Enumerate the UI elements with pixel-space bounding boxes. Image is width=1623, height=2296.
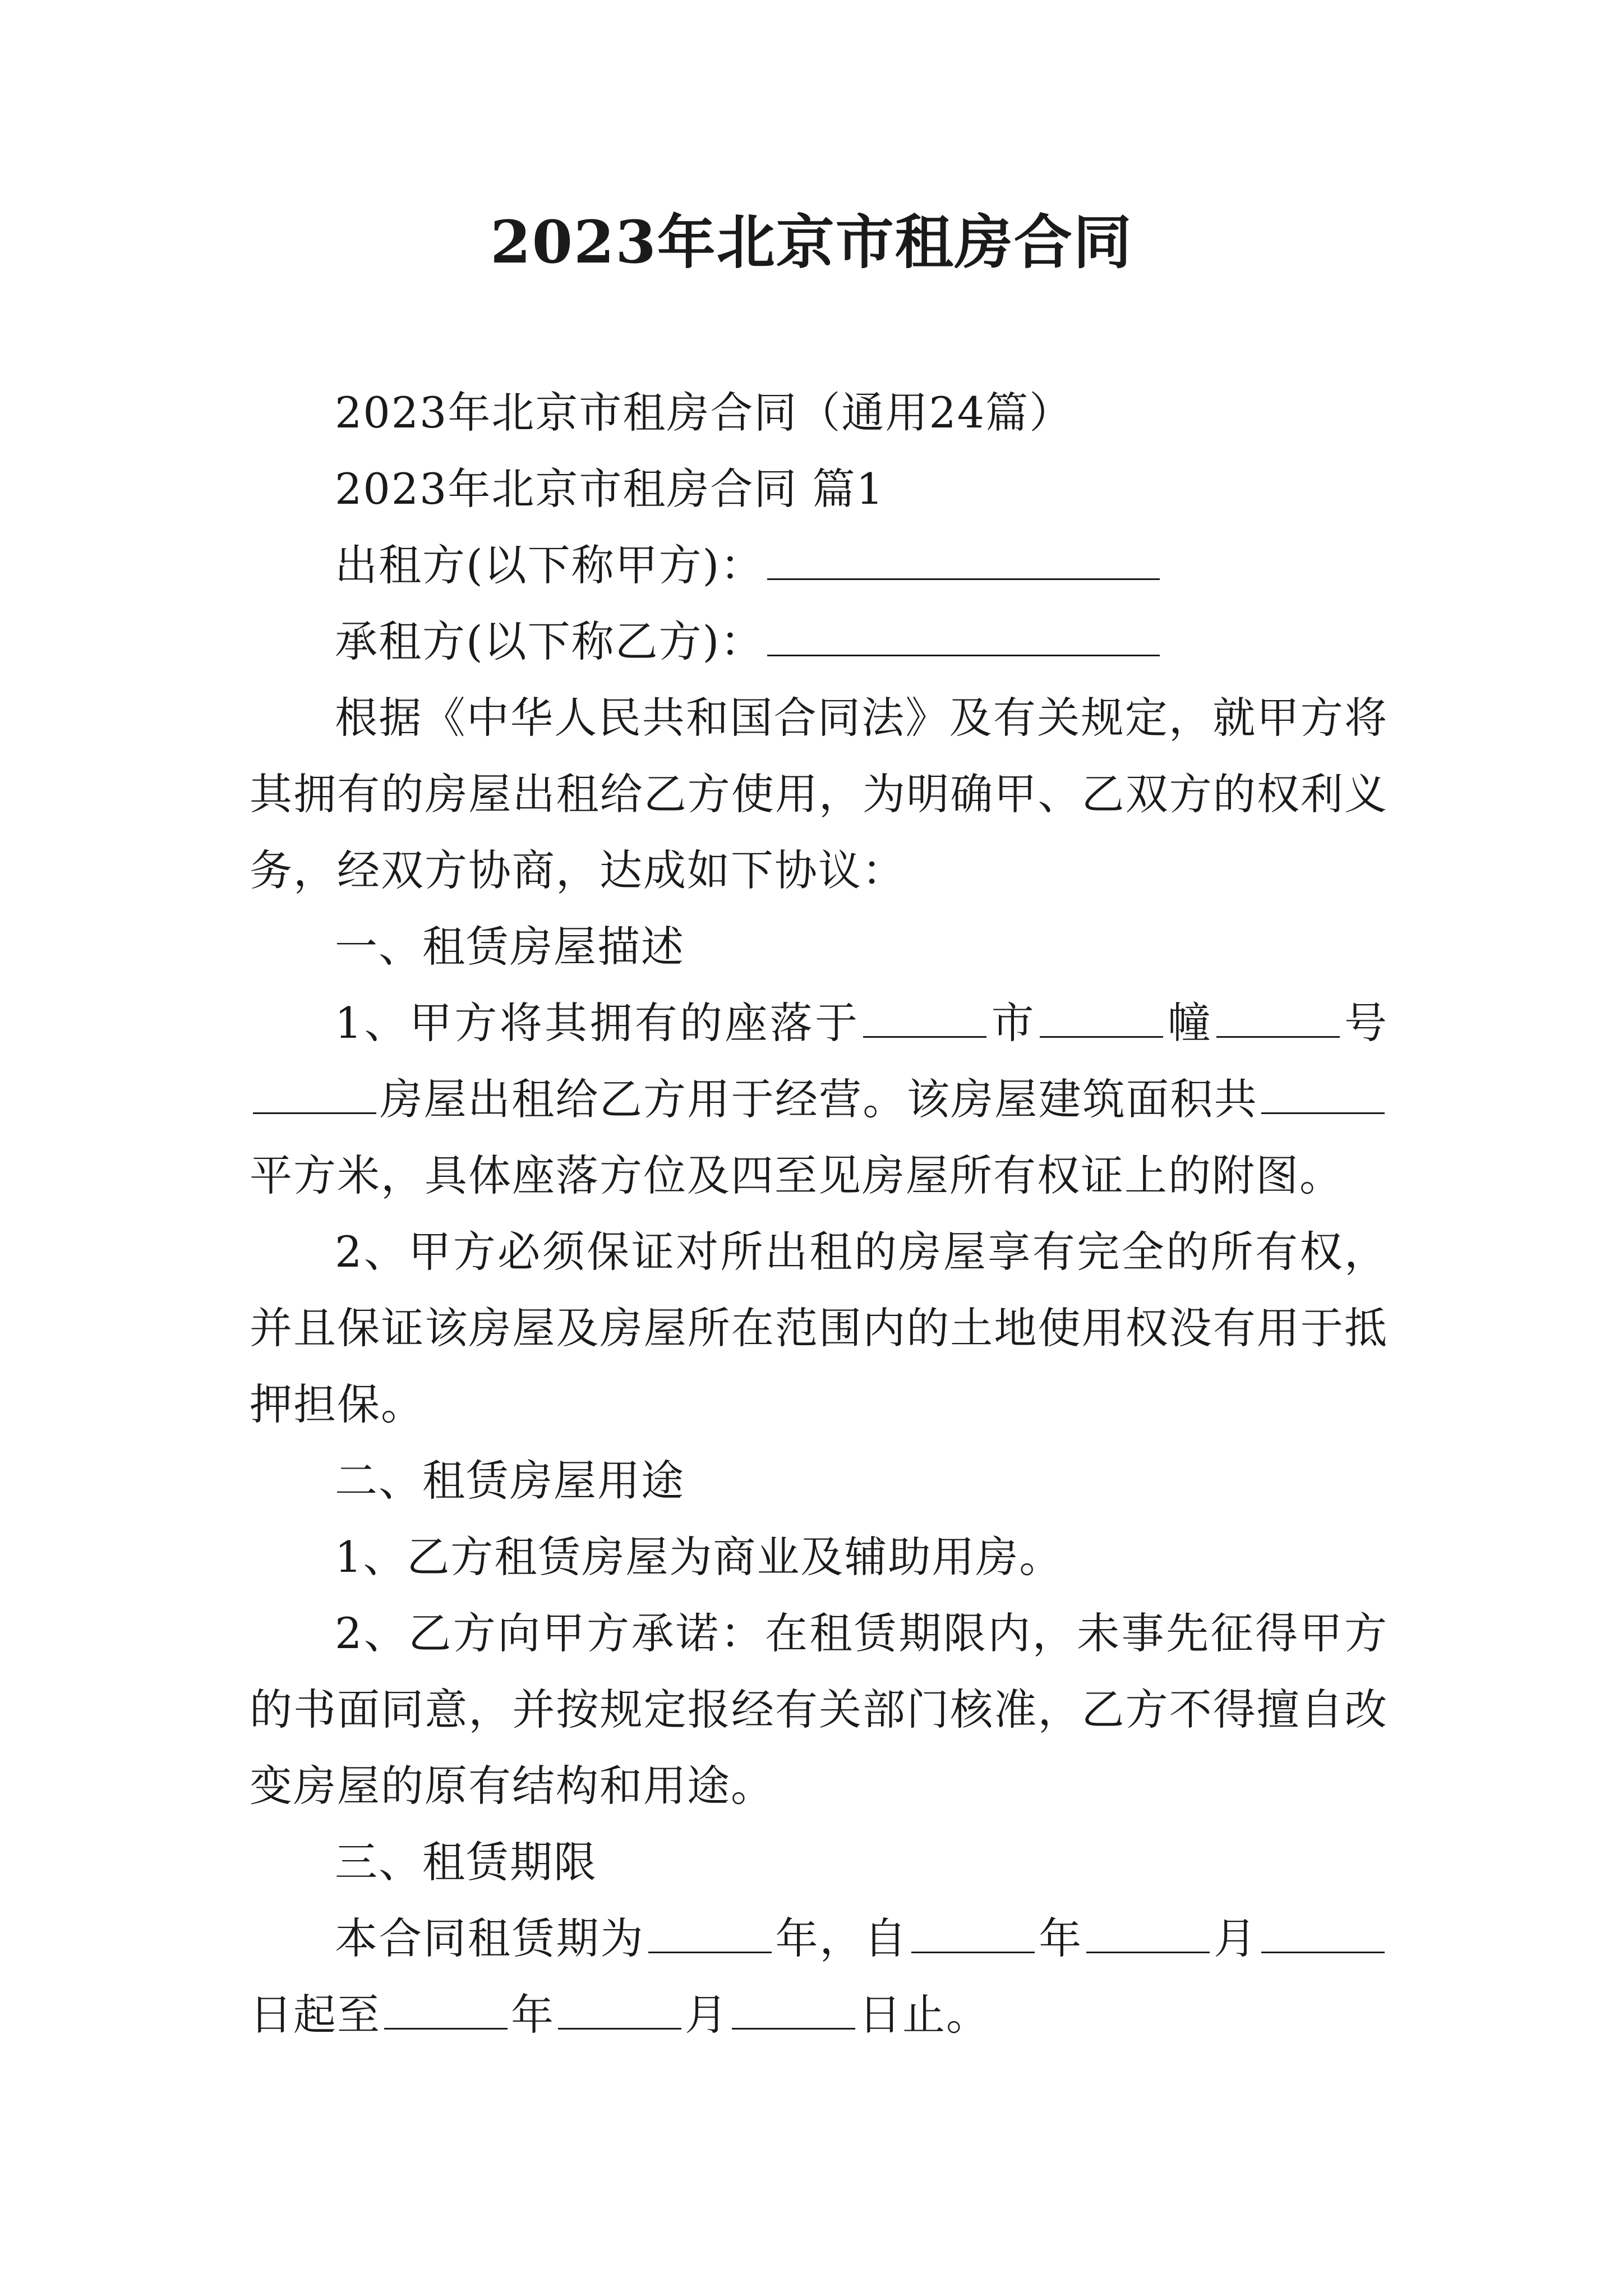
text-span: 房屋出租给乙方用于经营。该房屋建筑面积共 <box>380 1074 1258 1124</box>
lessee-label: 承租方(以下称乙方)： <box>335 616 764 666</box>
section3-heading: 三、租赁期限 <box>335 1837 597 1887</box>
text-span: 1、甲方将其拥有的座落于 <box>335 998 860 1048</box>
document-title: 2023年北京市租房合同 <box>490 208 1133 277</box>
text-span: 市 <box>990 998 1037 1048</box>
text-span: 平方米，具体座落方位及四至见房屋所有权证上的附图。 <box>250 1151 1343 1200</box>
end-day-blank <box>732 1991 855 2030</box>
text-span: 年 <box>511 1990 555 2040</box>
area-blank <box>1261 1075 1385 1114</box>
lessor-label: 出租方(以下称甲方)： <box>335 540 764 590</box>
start-month-blank <box>1086 1915 1210 1953</box>
section1-item2: 2、甲方必须保证对所出租的房屋享有完全的所有权，并且保证该房屋及房屋所在范围内的土地使用权没有用于抵押担保。 <box>250 1227 1388 1429</box>
section1-heading: 一、租赁房屋描述 <box>335 922 685 972</box>
section1-item1 <box>250 985 1388 1214</box>
document-body <box>250 375 1388 2053</box>
end-year-blank <box>384 1991 508 2030</box>
text-span: 月 <box>685 1990 728 2040</box>
text-span: 号 <box>1343 998 1389 1048</box>
text-span: 本合同租赁期为 <box>335 1913 645 1963</box>
section2-item2: 2、乙方向甲方承诺：在租赁期限内，未事先征得甲方的书面同意，并按规定报经有关部门核准，乙方不得擅自改变房屋的原有结构和用途。 <box>250 1608 1388 1811</box>
text-span: 日止。 <box>859 1990 990 2040</box>
number-blank <box>1216 999 1340 1038</box>
room-blank <box>253 1075 376 1114</box>
section3-text <box>250 1901 1388 2053</box>
text-span: 年，自 <box>774 1913 909 1963</box>
lessor-blank <box>767 541 1160 580</box>
lessor-line <box>250 527 1388 604</box>
document-subtitle: 2023年北京市租房合同（通用24篇） <box>335 388 1073 438</box>
text-span: 幢 <box>1166 998 1213 1048</box>
chapter-heading: 2023年北京市租房合同 篇1 <box>335 464 884 514</box>
lessee-blank <box>767 618 1160 656</box>
start-year-blank <box>911 1915 1035 1953</box>
end-month-blank <box>558 1991 681 2030</box>
term-years-blank <box>648 1915 772 1953</box>
start-day-blank <box>1261 1915 1385 1953</box>
preamble-paragraph: 根据《中华人民共和国合同法》及有关规定，就甲方将其拥有的房屋出租给乙方使用，为明确甲、乙双方的权利义务，经双方协商，达成如下协议： <box>250 693 1388 895</box>
city-blank <box>863 999 986 1038</box>
section2-heading: 二、租赁房屋用途 <box>335 1456 685 1506</box>
section2-item1: 1、乙方租赁房屋为商业及辅助用房。 <box>335 1532 1063 1582</box>
text-span: 月 <box>1213 1913 1258 1963</box>
text-span: 年 <box>1038 1913 1083 1963</box>
lessee-line <box>250 604 1388 680</box>
building-blank <box>1040 999 1163 1038</box>
text-span: 日起至 <box>250 1990 381 2040</box>
